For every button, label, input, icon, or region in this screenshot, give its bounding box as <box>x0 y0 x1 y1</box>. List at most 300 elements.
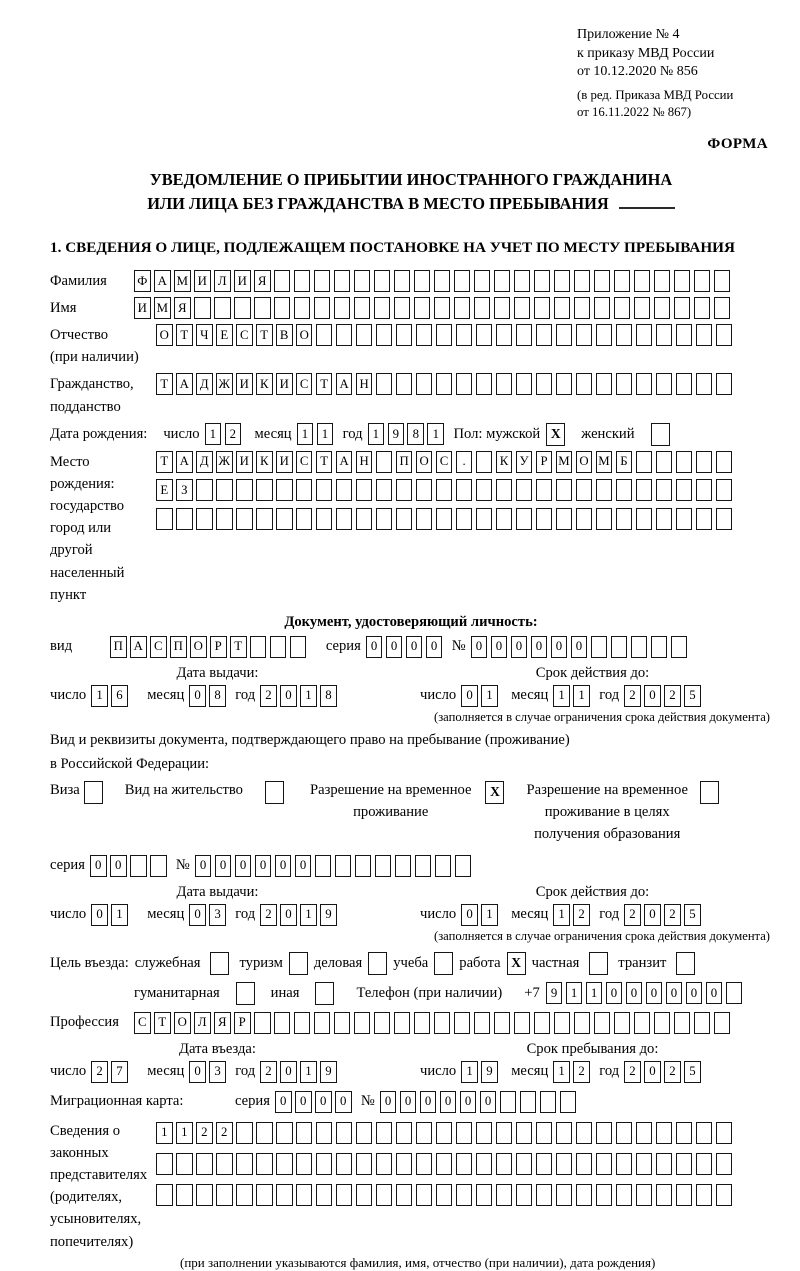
char-box[interactable] <box>496 1122 513 1144</box>
char-box[interactable] <box>316 508 333 530</box>
char-box[interactable] <box>611 636 628 658</box>
char-box[interactable] <box>536 1184 553 1206</box>
char-box[interactable] <box>376 1122 393 1144</box>
char-box[interactable] <box>716 373 733 395</box>
char-box[interactable]: 9 <box>320 904 337 926</box>
char-box[interactable] <box>516 1153 533 1175</box>
char-box[interactable] <box>556 373 573 395</box>
char-box[interactable] <box>394 270 411 292</box>
char-box[interactable] <box>516 508 533 530</box>
char-box[interactable]: А <box>130 636 147 658</box>
char-box[interactable] <box>516 479 533 501</box>
char-box[interactable] <box>634 297 651 319</box>
char-box[interactable]: 1 <box>176 1122 193 1144</box>
char-box[interactable] <box>714 1012 731 1034</box>
char-box[interactable] <box>254 1012 271 1034</box>
char-box[interactable] <box>674 270 691 292</box>
char-box[interactable]: 1 <box>461 1061 478 1083</box>
char-box[interactable] <box>334 1012 351 1034</box>
char-box[interactable] <box>514 1012 531 1034</box>
char-box[interactable] <box>196 1184 213 1206</box>
char-box[interactable] <box>150 855 167 877</box>
char-box[interactable] <box>355 855 372 877</box>
char-box[interactable] <box>416 1184 433 1206</box>
char-box[interactable] <box>634 1012 651 1034</box>
char-box[interactable] <box>534 1012 551 1034</box>
char-box[interactable] <box>516 324 533 346</box>
char-box[interactable] <box>474 297 491 319</box>
char-box[interactable] <box>376 479 393 501</box>
char-box[interactable]: А <box>336 451 353 473</box>
char-box[interactable] <box>416 1153 433 1175</box>
char-box[interactable]: П <box>110 636 127 658</box>
char-box[interactable] <box>396 373 413 395</box>
char-box[interactable]: 2 <box>573 1061 590 1083</box>
char-box[interactable] <box>276 1184 293 1206</box>
char-box[interactable] <box>636 373 653 395</box>
char-box[interactable] <box>456 324 473 346</box>
char-box[interactable] <box>536 324 553 346</box>
char-box[interactable] <box>534 270 551 292</box>
char-box[interactable] <box>436 1184 453 1206</box>
char-box[interactable] <box>716 479 733 501</box>
char-box[interactable] <box>596 508 613 530</box>
char-box[interactable] <box>656 324 673 346</box>
residence-permit-checkbox[interactable] <box>265 781 284 804</box>
char-box[interactable] <box>214 297 231 319</box>
char-box[interactable] <box>716 1184 733 1206</box>
char-box[interactable]: С <box>296 373 313 395</box>
char-box[interactable]: Я <box>214 1012 231 1034</box>
char-box[interactable]: 0 <box>189 904 206 926</box>
char-box[interactable] <box>636 508 653 530</box>
char-box[interactable] <box>694 1012 711 1034</box>
char-box[interactable] <box>636 324 653 346</box>
char-box[interactable] <box>456 373 473 395</box>
char-box[interactable] <box>435 855 452 877</box>
char-box[interactable] <box>176 1153 193 1175</box>
char-box[interactable]: Д <box>196 373 213 395</box>
char-box[interactable] <box>554 1012 571 1034</box>
char-box[interactable]: 0 <box>110 855 127 877</box>
char-box[interactable]: Т <box>256 324 273 346</box>
char-box[interactable]: 7 <box>111 1061 128 1083</box>
char-box[interactable]: 1 <box>553 685 570 707</box>
char-box[interactable] <box>576 479 593 501</box>
char-box[interactable]: И <box>276 451 293 473</box>
char-box[interactable] <box>496 1184 513 1206</box>
char-box[interactable]: 1 <box>553 904 570 926</box>
char-box[interactable]: И <box>194 270 211 292</box>
char-box[interactable]: П <box>170 636 187 658</box>
char-box[interactable]: 0 <box>255 855 272 877</box>
char-box[interactable]: 8 <box>407 423 424 445</box>
char-box[interactable] <box>436 373 453 395</box>
char-box[interactable]: 1 <box>586 982 603 1004</box>
purpose-other-checkbox[interactable] <box>315 982 334 1005</box>
char-box[interactable]: С <box>236 324 253 346</box>
char-box[interactable] <box>316 1153 333 1175</box>
char-box[interactable]: 0 <box>551 636 568 658</box>
char-box[interactable]: У <box>516 451 533 473</box>
char-box[interactable] <box>314 297 331 319</box>
char-box[interactable]: 0 <box>666 982 683 1004</box>
char-box[interactable] <box>234 297 251 319</box>
char-box[interactable] <box>716 324 733 346</box>
char-box[interactable] <box>456 508 473 530</box>
char-box[interactable] <box>574 270 591 292</box>
char-box[interactable] <box>656 1153 673 1175</box>
char-box[interactable]: 1 <box>205 423 222 445</box>
char-box[interactable] <box>534 297 551 319</box>
char-box[interactable] <box>726 982 743 1004</box>
char-box[interactable] <box>356 508 373 530</box>
char-box[interactable] <box>496 324 513 346</box>
char-box[interactable] <box>596 373 613 395</box>
char-box[interactable]: 0 <box>235 855 252 877</box>
blank-underline[interactable] <box>619 193 675 209</box>
char-box[interactable] <box>676 1122 693 1144</box>
char-box[interactable]: 1 <box>156 1122 173 1144</box>
char-box[interactable]: И <box>236 451 253 473</box>
char-box[interactable]: 6 <box>111 685 128 707</box>
char-box[interactable]: 1 <box>300 904 317 926</box>
char-box[interactable] <box>476 451 493 473</box>
char-box[interactable]: Т <box>316 373 333 395</box>
char-box[interactable]: И <box>234 270 251 292</box>
char-box[interactable] <box>456 1122 473 1144</box>
char-box[interactable] <box>294 1012 311 1034</box>
char-box[interactable] <box>416 479 433 501</box>
char-box[interactable] <box>376 1184 393 1206</box>
char-box[interactable] <box>316 1122 333 1144</box>
char-box[interactable] <box>416 324 433 346</box>
char-box[interactable] <box>696 479 713 501</box>
char-box[interactable] <box>594 297 611 319</box>
char-box[interactable] <box>556 1153 573 1175</box>
char-box[interactable] <box>196 1153 213 1175</box>
char-box[interactable]: 0 <box>531 636 548 658</box>
char-box[interactable] <box>290 636 307 658</box>
char-box[interactable]: 1 <box>300 1061 317 1083</box>
char-box[interactable]: О <box>576 451 593 473</box>
char-box[interactable] <box>376 451 393 473</box>
char-box[interactable] <box>594 1012 611 1034</box>
char-box[interactable] <box>676 1184 693 1206</box>
char-box[interactable]: 2 <box>624 904 641 926</box>
char-box[interactable] <box>236 508 253 530</box>
char-box[interactable] <box>434 297 451 319</box>
char-box[interactable] <box>216 1153 233 1175</box>
char-box[interactable]: 2 <box>260 904 277 926</box>
char-box[interactable]: Я <box>254 270 271 292</box>
char-box[interactable]: О <box>296 324 313 346</box>
char-box[interactable] <box>636 451 653 473</box>
char-box[interactable] <box>574 1012 591 1034</box>
char-box[interactable] <box>654 297 671 319</box>
char-box[interactable] <box>396 1122 413 1144</box>
char-box[interactable]: 0 <box>426 636 443 658</box>
char-box[interactable] <box>296 1122 313 1144</box>
char-box[interactable]: 2 <box>664 685 681 707</box>
char-box[interactable]: 8 <box>320 685 337 707</box>
char-box[interactable]: Б <box>616 451 633 473</box>
char-box[interactable] <box>414 270 431 292</box>
char-box[interactable]: М <box>596 451 613 473</box>
char-box[interactable] <box>396 324 413 346</box>
char-box[interactable] <box>474 270 491 292</box>
char-box[interactable] <box>236 1122 253 1144</box>
char-box[interactable] <box>614 297 631 319</box>
char-box[interactable]: Ч <box>196 324 213 346</box>
char-box[interactable]: 0 <box>644 904 661 926</box>
char-box[interactable] <box>556 1184 573 1206</box>
char-box[interactable]: 0 <box>189 1061 206 1083</box>
char-box[interactable] <box>396 1153 413 1175</box>
char-box[interactable]: 2 <box>624 1061 641 1083</box>
char-box[interactable] <box>296 1184 313 1206</box>
char-box[interactable] <box>376 324 393 346</box>
char-box[interactable] <box>674 1012 691 1034</box>
char-box[interactable]: М <box>556 451 573 473</box>
char-box[interactable] <box>256 508 273 530</box>
char-box[interactable]: . <box>456 451 473 473</box>
char-box[interactable]: И <box>134 297 151 319</box>
char-box[interactable]: С <box>296 451 313 473</box>
char-box[interactable] <box>596 1153 613 1175</box>
char-box[interactable]: 1 <box>111 904 128 926</box>
char-box[interactable] <box>536 508 553 530</box>
char-box[interactable]: 0 <box>189 685 206 707</box>
char-box[interactable] <box>676 508 693 530</box>
char-box[interactable]: 8 <box>209 685 226 707</box>
char-box[interactable]: 0 <box>380 1091 397 1113</box>
char-box[interactable]: 0 <box>644 685 661 707</box>
char-box[interactable] <box>336 1122 353 1144</box>
char-box[interactable] <box>716 451 733 473</box>
char-box[interactable] <box>631 636 648 658</box>
char-box[interactable] <box>256 479 273 501</box>
char-box[interactable]: Л <box>194 1012 211 1034</box>
char-box[interactable] <box>696 508 713 530</box>
char-box[interactable] <box>476 508 493 530</box>
char-box[interactable]: О <box>190 636 207 658</box>
char-box[interactable]: Т <box>316 451 333 473</box>
char-box[interactable] <box>676 373 693 395</box>
char-box[interactable]: 0 <box>295 1091 312 1113</box>
char-box[interactable] <box>636 479 653 501</box>
char-box[interactable] <box>576 1153 593 1175</box>
purpose-humanitarian-checkbox[interactable] <box>236 982 255 1005</box>
char-box[interactable] <box>374 270 391 292</box>
char-box[interactable]: 0 <box>280 904 297 926</box>
char-box[interactable]: 0 <box>461 685 478 707</box>
char-box[interactable]: 9 <box>546 982 563 1004</box>
char-box[interactable] <box>354 1012 371 1034</box>
char-box[interactable] <box>436 479 453 501</box>
char-box[interactable] <box>314 1012 331 1034</box>
char-box[interactable] <box>656 1184 673 1206</box>
char-box[interactable]: 5 <box>684 1061 701 1083</box>
char-box[interactable]: О <box>156 324 173 346</box>
char-box[interactable] <box>456 1153 473 1175</box>
char-box[interactable] <box>455 855 472 877</box>
char-box[interactable] <box>276 1153 293 1175</box>
char-box[interactable] <box>636 1122 653 1144</box>
char-box[interactable] <box>376 373 393 395</box>
char-box[interactable] <box>254 297 271 319</box>
char-box[interactable] <box>520 1091 537 1113</box>
char-box[interactable] <box>500 1091 517 1113</box>
char-box[interactable]: 9 <box>388 423 405 445</box>
char-box[interactable] <box>276 1122 293 1144</box>
char-box[interactable] <box>296 1153 313 1175</box>
char-box[interactable]: Е <box>156 479 173 501</box>
char-box[interactable]: С <box>134 1012 151 1034</box>
char-box[interactable]: 2 <box>216 1122 233 1144</box>
char-box[interactable]: А <box>336 373 353 395</box>
char-box[interactable] <box>416 373 433 395</box>
purpose-work-checkbox[interactable]: X <box>507 952 526 975</box>
char-box[interactable]: 0 <box>626 982 643 1004</box>
char-box[interactable]: Т <box>156 451 173 473</box>
char-box[interactable]: Д <box>196 451 213 473</box>
char-box[interactable] <box>356 1184 373 1206</box>
purpose-private-checkbox[interactable] <box>589 952 608 975</box>
char-box[interactable] <box>336 1153 353 1175</box>
char-box[interactable] <box>714 270 731 292</box>
char-box[interactable]: Ф <box>134 270 151 292</box>
char-box[interactable] <box>554 270 571 292</box>
char-box[interactable] <box>374 297 391 319</box>
char-box[interactable]: 2 <box>260 685 277 707</box>
char-box[interactable] <box>374 1012 391 1034</box>
char-box[interactable] <box>176 1184 193 1206</box>
char-box[interactable]: 1 <box>573 685 590 707</box>
char-box[interactable] <box>454 297 471 319</box>
char-box[interactable] <box>636 1184 653 1206</box>
char-box[interactable]: 0 <box>440 1091 457 1113</box>
char-box[interactable] <box>194 297 211 319</box>
char-box[interactable] <box>376 1153 393 1175</box>
char-box[interactable] <box>476 1122 493 1144</box>
char-box[interactable] <box>274 1012 291 1034</box>
char-box[interactable]: 3 <box>209 904 226 926</box>
char-box[interactable] <box>270 636 287 658</box>
char-box[interactable]: К <box>256 373 273 395</box>
char-box[interactable] <box>516 373 533 395</box>
char-box[interactable] <box>156 1153 173 1175</box>
char-box[interactable] <box>536 1122 553 1144</box>
char-box[interactable] <box>696 1122 713 1144</box>
char-box[interactable] <box>256 1184 273 1206</box>
char-box[interactable]: 0 <box>460 1091 477 1113</box>
char-box[interactable]: 0 <box>480 1091 497 1113</box>
char-box[interactable] <box>276 479 293 501</box>
char-box[interactable] <box>716 1122 733 1144</box>
char-box[interactable] <box>716 508 733 530</box>
char-box[interactable]: 0 <box>644 1061 661 1083</box>
char-box[interactable]: 5 <box>684 904 701 926</box>
char-box[interactable]: 1 <box>300 685 317 707</box>
char-box[interactable] <box>456 479 473 501</box>
char-box[interactable]: 1 <box>481 904 498 926</box>
char-box[interactable]: А <box>154 270 171 292</box>
char-box[interactable] <box>596 324 613 346</box>
char-box[interactable] <box>476 479 493 501</box>
char-box[interactable]: 0 <box>215 855 232 877</box>
char-box[interactable]: 9 <box>320 1061 337 1083</box>
char-box[interactable] <box>676 451 693 473</box>
char-box[interactable] <box>556 479 573 501</box>
char-box[interactable] <box>476 1153 493 1175</box>
char-box[interactable]: А <box>176 451 193 473</box>
char-box[interactable]: 0 <box>275 855 292 877</box>
char-box[interactable]: 1 <box>553 1061 570 1083</box>
char-box[interactable]: 1 <box>91 685 108 707</box>
char-box[interactable] <box>316 479 333 501</box>
purpose-study-checkbox[interactable] <box>434 952 453 975</box>
char-box[interactable] <box>696 1184 713 1206</box>
char-box[interactable] <box>256 1153 273 1175</box>
char-box[interactable]: 0 <box>461 904 478 926</box>
char-box[interactable] <box>696 1153 713 1175</box>
char-box[interactable] <box>396 508 413 530</box>
char-box[interactable] <box>496 1153 513 1175</box>
char-box[interactable]: 2 <box>196 1122 213 1144</box>
char-box[interactable] <box>676 1153 693 1175</box>
char-box[interactable] <box>514 297 531 319</box>
char-box[interactable] <box>616 373 633 395</box>
char-box[interactable]: 1 <box>427 423 444 445</box>
char-box[interactable] <box>576 373 593 395</box>
char-box[interactable] <box>354 297 371 319</box>
char-box[interactable] <box>651 636 668 658</box>
char-box[interactable]: 2 <box>573 904 590 926</box>
char-box[interactable]: К <box>256 451 273 473</box>
char-box[interactable]: 1 <box>368 423 385 445</box>
char-box[interactable] <box>614 270 631 292</box>
char-box[interactable] <box>556 324 573 346</box>
char-box[interactable]: 3 <box>209 1061 226 1083</box>
char-box[interactable]: 0 <box>511 636 528 658</box>
char-box[interactable] <box>394 1012 411 1034</box>
char-box[interactable]: 2 <box>664 904 681 926</box>
char-box[interactable] <box>434 1012 451 1034</box>
char-box[interactable] <box>316 1184 333 1206</box>
char-box[interactable] <box>540 1091 557 1113</box>
char-box[interactable]: 0 <box>280 685 297 707</box>
char-box[interactable] <box>375 855 392 877</box>
char-box[interactable] <box>514 270 531 292</box>
temp-residence-checkbox[interactable]: X <box>485 781 504 804</box>
char-box[interactable] <box>236 1153 253 1175</box>
char-box[interactable] <box>456 1184 473 1206</box>
char-box[interactable] <box>656 451 673 473</box>
char-box[interactable]: Н <box>356 451 373 473</box>
char-box[interactable]: 0 <box>90 855 107 877</box>
char-box[interactable] <box>536 1153 553 1175</box>
char-box[interactable]: Р <box>536 451 553 473</box>
char-box[interactable]: З <box>176 479 193 501</box>
char-box[interactable] <box>394 297 411 319</box>
char-box[interactable] <box>614 1012 631 1034</box>
char-box[interactable] <box>556 1122 573 1144</box>
temp-residence-edu-checkbox[interactable] <box>700 781 719 804</box>
char-box[interactable] <box>276 508 293 530</box>
char-box[interactable] <box>696 451 713 473</box>
purpose-business-checkbox[interactable] <box>368 952 387 975</box>
